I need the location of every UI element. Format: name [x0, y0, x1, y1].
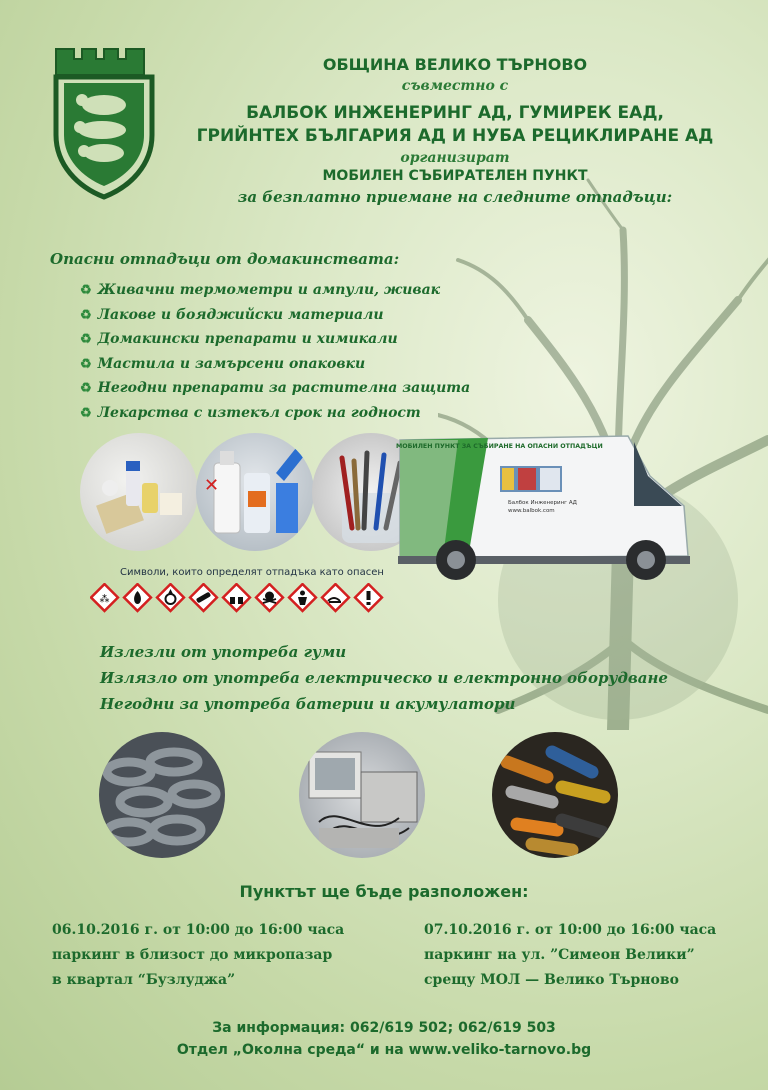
organize-text: организират — [400, 150, 510, 166]
partners-line-2: ГРИЙНТЕХ БЪЛГАРИЯ АД И НУБА РЕЦИКЛИРАНЕ АД — [196, 126, 714, 146]
environment-hazard-icon — [355, 584, 382, 611]
collection-van-image — [388, 428, 698, 588]
chemicals-photo — [196, 433, 314, 551]
recycle-icon: ♻ — [80, 283, 92, 298]
recycle-icon: ♻ — [80, 405, 92, 421]
list-item: ♻ Живачни термометри и ампули, живак — [80, 282, 441, 298]
svg-text:✕: ✕ — [204, 475, 220, 496]
event-title: МОБИЛЕН СЪБИРАТЕЛЕН ПУНКТ — [322, 168, 588, 184]
municipality-crest-logo — [52, 45, 156, 200]
location-left — [52, 918, 344, 993]
jointly-text: съвместно с — [401, 78, 509, 94]
location-right — [424, 918, 716, 993]
skull-hazard-icon — [256, 584, 283, 611]
header — [175, 55, 735, 206]
exclamation-hazard-icon — [322, 584, 349, 611]
gas-cylinder-hazard-icon — [190, 584, 217, 611]
list-item: ♻ Домакински препарати и химикали — [80, 331, 398, 347]
recycle-icon: ♻ — [80, 307, 92, 323]
list-item: ♻ Лакове и бояджийски материали — [80, 306, 384, 323]
municipality-name: ОБЩИНА ВЕЛИКО ТЪРНОВО — [322, 55, 588, 74]
svg-text:⁂: ⁂ — [99, 594, 110, 605]
flame-hazard-icon — [124, 584, 151, 611]
contact-phones: За информация: 062/619 502; 062/619 503 — [212, 1020, 556, 1036]
location-right-place: паркинг на ул. ”Симеон Велики” — [424, 947, 695, 963]
event-purpose: за безплатно приемане на следните отпадъци: — [237, 188, 673, 206]
van-banner: МОБИЛЕН ПУНКТ ЗА СЪБИРАНЕ НА ОПАСНИ ОТПАДЪЦИ — [396, 443, 603, 450]
hazard-symbols-row — [90, 583, 390, 615]
electronics-photo — [299, 732, 425, 858]
location-left-district: в квартал “Бузлуджа” — [52, 972, 236, 988]
other-waste-item: Излязло от употреба електрическо и електронно оборудване — [100, 669, 668, 687]
contact-info — [0, 1017, 768, 1061]
recycle-icon: ♻ — [80, 381, 92, 396]
other-waste-list — [100, 639, 668, 717]
list-item: ♻ Лекарства с изтекъл срок на годност — [80, 404, 421, 421]
location-left-date: 06.10.2016 г. от 10:00 до 16:00 часа — [52, 922, 345, 938]
list-item: ♻ Мастила и замърсени опаковки — [80, 355, 366, 372]
van-website: www.balbok.com — [508, 508, 555, 514]
hazardous-section-title: Опасни отпадъци от домакинствата: — [50, 250, 400, 268]
list-item: ♻ Негодни препарати за растителна защита — [80, 380, 471, 396]
recycle-icon: ♻ — [80, 332, 92, 347]
corrosive-hazard-icon — [223, 584, 250, 611]
location-right-date: 07.10.2016 г. от 10:00 до 16:00 часа — [424, 922, 717, 938]
other-waste-item: Негодни за употреба батерии и акумулатори — [100, 695, 516, 713]
oxidizer-hazard-icon — [157, 584, 184, 611]
medicine-photo — [80, 433, 198, 551]
partners-line-1: БАЛБОК ИНЖЕНЕРИНГ АД, ГУМИРЕК ЕАД, — [246, 103, 664, 123]
health-hazard-icon — [289, 584, 316, 611]
contact-department: Отдел „Околна среда“ и на www.veliko-tarnovo.bg — [176, 1042, 592, 1058]
hazard-symbols-label: Символи, които определят отпадъка като опасен — [120, 567, 384, 578]
hazardous-list — [80, 278, 470, 425]
hazard-symbol-icon — [91, 584, 118, 611]
recycle-icon: ♻ — [80, 356, 92, 372]
batteries-photo — [492, 732, 618, 858]
van-company: Балбок Инженеринг АД — [508, 500, 577, 506]
other-waste-item: Излезли от употреба гуми — [100, 643, 347, 661]
location-left-place: паркинг в близост до микропазар — [52, 947, 333, 963]
location-right-landmark: срещу МОЛ — Велико Търново — [424, 972, 679, 988]
location-title: Пунктът ще бъде разположен: — [239, 882, 529, 901]
tires-photo — [99, 732, 225, 858]
